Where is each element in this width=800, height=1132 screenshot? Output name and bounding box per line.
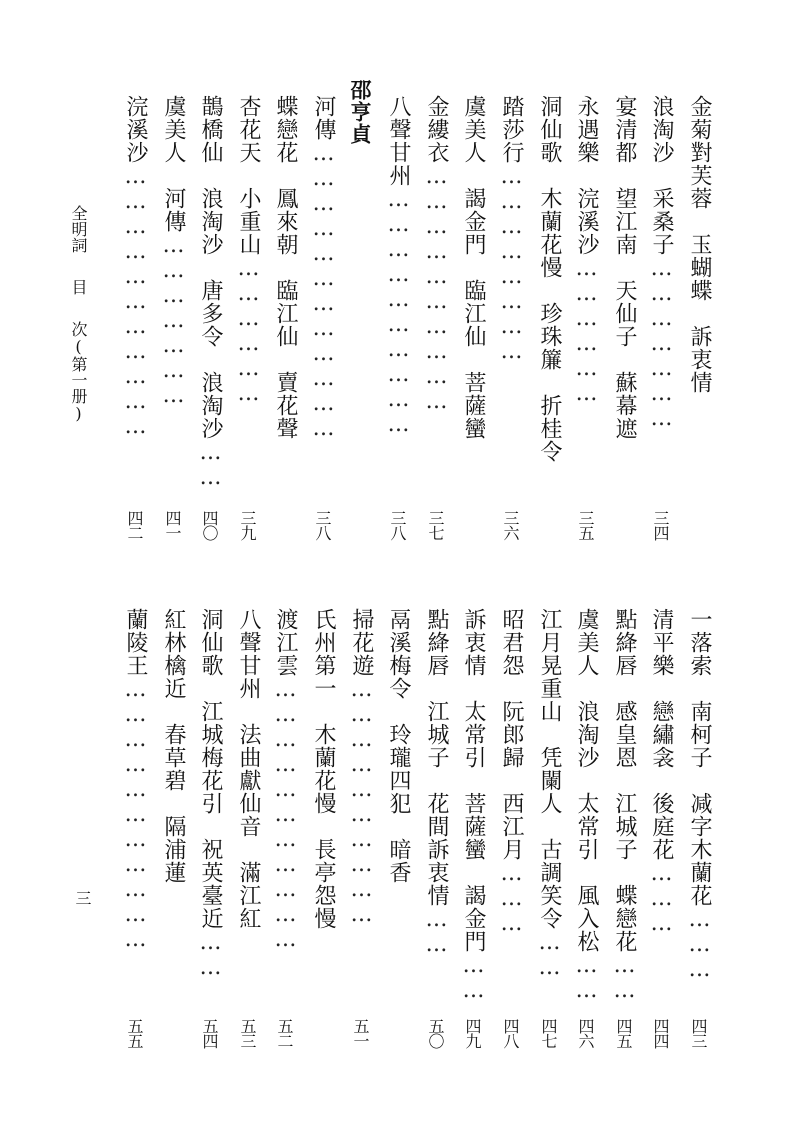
toc-page-number: 三五 — [576, 510, 595, 540]
toc-entry-title: 紅林檎近 春草碧 隔浦蓮 — [161, 608, 186, 884]
toc-entry-title: 昭君怨 阮郎歸 西江月 — [499, 608, 524, 861]
dot-leader: …………………………… — [123, 677, 148, 952]
dot-leader: ………………………… — [424, 164, 449, 414]
toc-entry — [124, 95, 146, 439]
toc-page-number: 三四 — [651, 510, 670, 540]
toc-entry — [274, 608, 296, 952]
toc-entry — [312, 608, 334, 930]
toc-entry — [350, 608, 372, 927]
toc-page-number: 四〇 — [200, 510, 219, 540]
toc-entry — [199, 608, 221, 980]
toc-entry-title: 金菊對芙蓉 玉蝴蝶 訴衷情 — [687, 95, 712, 394]
toc-entry — [425, 95, 447, 414]
toc-page-number: 四七 — [539, 1018, 558, 1048]
toc-page-number: 五五 — [125, 1018, 144, 1048]
running-header-volume: 次(第一册) — [69, 321, 88, 423]
toc-entry — [237, 608, 259, 930]
toc-page-number: 三七 — [426, 510, 445, 540]
toc-entry — [500, 95, 522, 364]
toc-page-number: 四五 — [614, 1018, 633, 1048]
toc-entry — [462, 95, 484, 440]
toc-entry-title: 點絳唇 江城子 花間訴衷情 — [424, 608, 449, 907]
toc-page-number: 三八 — [313, 510, 332, 540]
dot-leader: …………………… — [499, 164, 524, 364]
toc-entry — [650, 608, 672, 936]
toc-entry — [387, 95, 409, 437]
toc-entry-title: 八聲甘州 — [386, 95, 411, 187]
toc-page-number: 四六 — [576, 1018, 595, 1048]
toc-entry-title: 清平樂 戀繡衾 後庭花 — [649, 608, 674, 861]
toc-page-number: 四八 — [501, 1018, 520, 1048]
toc-entry — [613, 608, 635, 1003]
toc-entry — [538, 608, 560, 980]
toc-entry-title: 鵲橋仙 浪淘沙 唐多令 浪淘沙 — [198, 95, 223, 440]
running-header — [70, 205, 86, 423]
dot-leader: ………………………… — [349, 677, 374, 927]
toc-entry-title: 金縷衣 — [424, 95, 449, 164]
toc-entry — [462, 608, 484, 1003]
author-name: 邵亨貞 — [348, 79, 373, 145]
toc-page-number: 五〇 — [426, 1018, 445, 1048]
toc-entry — [575, 95, 597, 406]
toc-entry-title: 虞美人 河傳 — [161, 95, 186, 233]
toc-entry-title: 江月晃重山 凭闌人 古調笑令 — [537, 608, 562, 930]
toc-entry-title: 洞仙歌 木蘭花慢 珍珠簾 折桂令 — [537, 95, 562, 463]
dot-leader: …… — [461, 953, 486, 1003]
toc-entry-title: 蘭陵王 — [123, 608, 148, 677]
toc-entry — [312, 95, 334, 441]
toc-entry-title: 訴衷情 太常引 菩薩蠻 謁金門 — [461, 608, 486, 953]
toc-entry-title: 浣溪沙 — [123, 95, 148, 164]
dot-leader: …… — [198, 930, 223, 980]
page-number: 三 — [73, 890, 92, 906]
toc-entry — [237, 95, 259, 406]
dot-leader: …… — [424, 907, 449, 957]
toc-page-number: 三九 — [238, 510, 257, 540]
dot-leader: …… — [537, 930, 562, 980]
toc-entry — [688, 608, 710, 982]
dot-leader: ………………………… — [386, 187, 411, 437]
dot-leader: ……………… — [236, 256, 261, 406]
toc-entry — [162, 608, 184, 884]
toc-entry-title: 虞美人 浪淘沙 太常引 風入松 — [574, 608, 599, 953]
toc-entry-title: 掃花遊 — [349, 608, 374, 677]
toc-entry-title: 點絳唇 感皇恩 江城子 蝶戀花 — [612, 608, 637, 953]
toc-page-number: 五三 — [238, 1018, 257, 1048]
toc-entry-title: 鬲溪梅令 玲瓏四犯 暗香 — [386, 608, 411, 884]
toc-page-number: 三六 — [501, 510, 520, 540]
toc-entry — [613, 95, 635, 440]
toc-entry — [575, 608, 597, 1003]
toc-entry-title: 渡江雲 — [273, 608, 298, 677]
dot-leader: …… — [612, 953, 637, 1003]
running-header-book: 全明詞 — [69, 205, 88, 253]
author-heading — [350, 79, 371, 145]
toc-page-number: 五一 — [351, 1018, 370, 1048]
toc-entry-title: 八聲甘州 法曲獻仙音 滿江紅 — [236, 608, 261, 930]
toc-entry-title: 永遇樂 浣溪沙 — [574, 95, 599, 256]
toc-entry — [124, 608, 146, 952]
toc-entry-title: 虞美人 謁金門 臨江仙 菩薩蠻 — [461, 95, 486, 440]
toc-entry-title: 蝶戀花 鳳來朝 臨江仙 賣花聲 — [273, 95, 298, 440]
toc-entry-title: 一落索 南柯子 减字木蘭花 — [687, 608, 712, 907]
dot-leader: …… — [198, 440, 223, 490]
toc-entry — [387, 608, 409, 884]
toc-entry-title: 浪淘沙 采桑子 — [649, 95, 674, 256]
toc-entry — [538, 95, 560, 463]
toc-page-number: 五四 — [200, 1018, 219, 1048]
toc-page-number: 四一 — [163, 510, 182, 540]
dot-leader: …………………………… — [123, 164, 148, 439]
toc-entry-title: 踏莎行 — [499, 95, 524, 164]
dot-leader: …… — [574, 953, 599, 1003]
toc-entry — [425, 608, 447, 957]
dot-leader: ………………… — [649, 256, 674, 431]
dot-leader: ……………… — [574, 256, 599, 406]
toc-entry — [162, 95, 184, 408]
toc-entry-title: 洞仙歌 江城梅花引 祝英臺近 — [198, 608, 223, 930]
dot-leader: ……… — [649, 861, 674, 936]
toc-entry-title: 氏州第一 木蘭花慢 長亭怨慢 — [311, 608, 336, 930]
toc-page-number: 四四 — [651, 1018, 670, 1048]
toc-entry — [274, 95, 296, 440]
dot-leader: …………………………… — [273, 677, 298, 952]
toc-page-number: 四二 — [125, 510, 144, 540]
dot-leader: ……………………………… — [311, 141, 336, 441]
toc-entry — [650, 95, 672, 431]
toc-entry — [688, 95, 710, 394]
toc-entry-title: 杏花天 小重山 — [236, 95, 261, 256]
toc-page-number: 四九 — [463, 1018, 482, 1048]
toc-entry — [500, 608, 522, 936]
dot-leader: ………………… — [161, 233, 186, 408]
toc-page-number: 三八 — [388, 510, 407, 540]
dot-leader: ……… — [499, 861, 524, 936]
toc-page-number: 四三 — [689, 1018, 708, 1048]
toc-entry-title: 河傳 — [311, 95, 336, 141]
toc-page-number: 五二 — [275, 1018, 294, 1048]
toc-entry — [199, 95, 221, 490]
dot-leader: ……… — [687, 907, 712, 982]
running-header-section: 目 — [69, 279, 88, 295]
toc-entry-title: 宴清都 望江南 天仙子 蘇幕遮 — [612, 95, 637, 440]
